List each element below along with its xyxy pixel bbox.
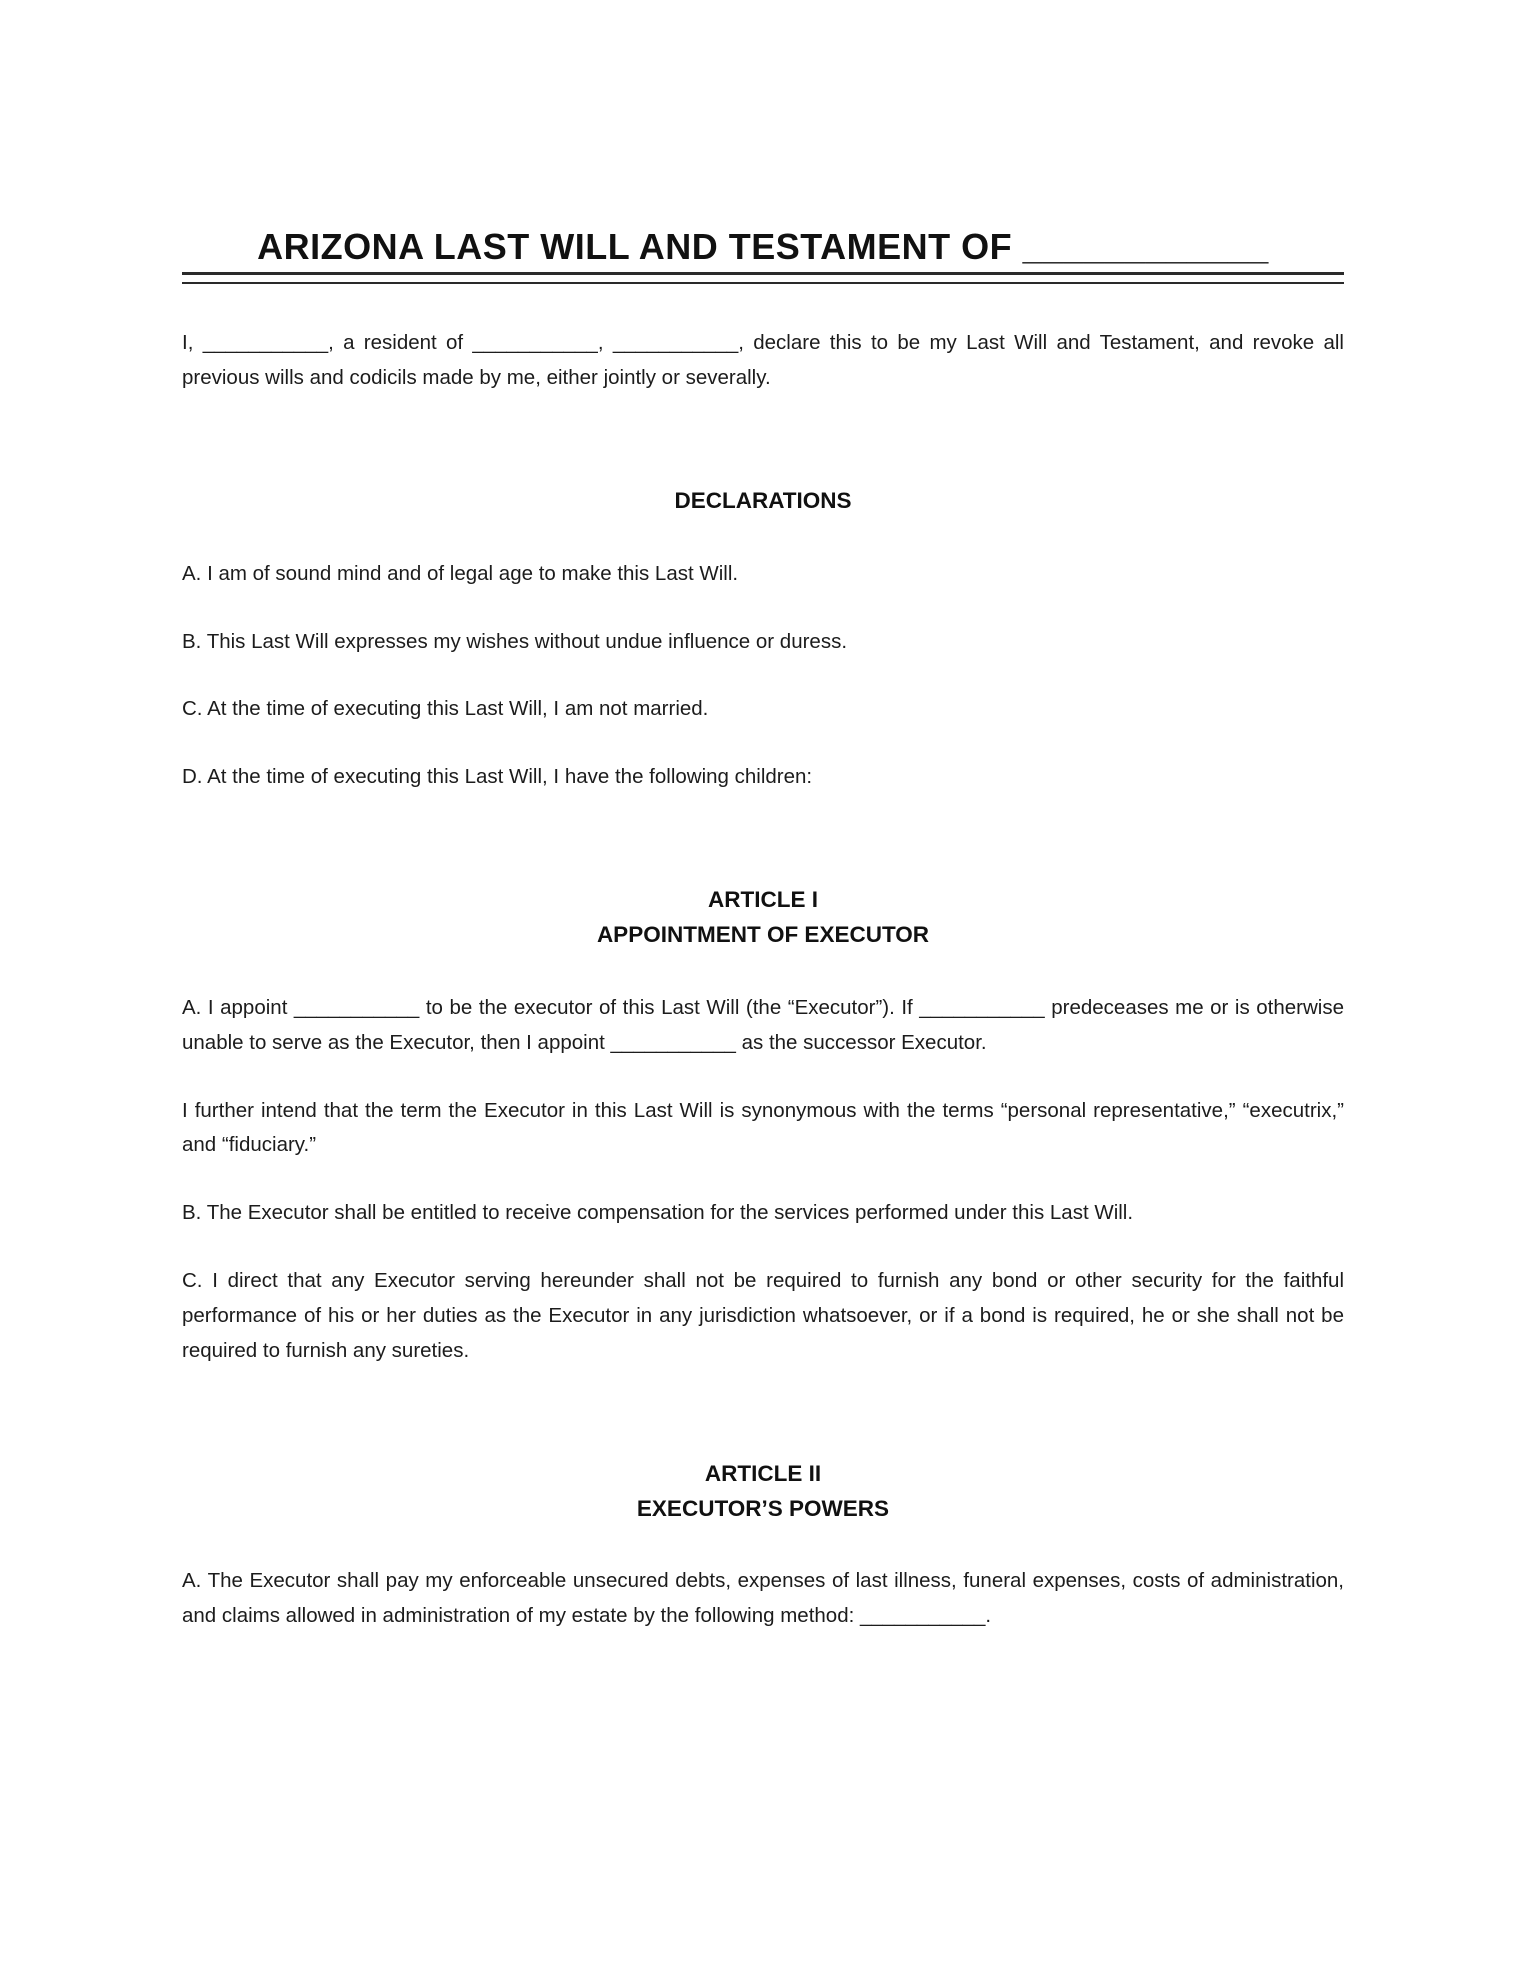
executor-powers-paragraph: A. The Executor shall pay my enforceable unsecured debts, expenses of last illness, funeral expenses, costs of administration, and claims allowed in administration of my estate by the following method: ___________. xyxy=(182,1569,1344,1628)
declaration-item-c: C. At the time of executing this Last Will, I am not married. xyxy=(182,697,709,721)
section-heading-declarations: DECLARATIONS xyxy=(674,487,852,513)
section-heading-article-2 xyxy=(182,1457,1344,1527)
article-1-heading-line-2: APPOINTMENT OF EXECUTOR xyxy=(596,922,930,947)
executor-terms-paragraph: I further intend that the term the Executor in this Last Will is synonymous with the terms “personal representative,” “executrix,” and “fiduciary.” xyxy=(182,1098,1344,1157)
declaration-item-a: A. I am of sound mind and of legal age to make this Last Will. xyxy=(182,561,739,585)
executor-compensation-paragraph: B. The Executor shall be entitled to receive compensation for the services performed under this Last Will. xyxy=(182,1201,1134,1225)
section-heading-article-1 xyxy=(182,883,1344,953)
title-divider xyxy=(182,272,1344,284)
document-title: ARIZONA LAST WILL AND TESTAMENT OF ____________ xyxy=(257,226,1269,267)
declaration-item-b: B. This Last Will expresses my wishes without undue influence or duress. xyxy=(182,629,848,653)
article-1-heading-line-1: ARTICLE I xyxy=(708,887,818,913)
intro-paragraph: I, ___________, a resident of ___________, ___________, declare this to be my Last Will and Testament, and revoke all previous wills and codicils made by me, either jointly or severally. xyxy=(182,331,1344,390)
article-2-heading-line-1: ARTICLE II xyxy=(704,1460,822,1486)
executor-bond-paragraph: C. I direct that any Executor serving hereunder shall not be required to furnish any bond or other security for the faithful performance of his or her duties as the Executor in any jurisdiction whatsoever, or if a bond is required, he or she shall not be required to furnish any sureties. xyxy=(182,1269,1344,1362)
declaration-item-d: D. At the time of executing this Last Will, I have the following children: xyxy=(182,765,813,789)
article-2-heading-line-2: EXECUTOR’S POWERS xyxy=(636,1495,890,1521)
executor-appointment-paragraph: A. I appoint ___________ to be the executor of this Last Will (the “Executor”). If ___________ predeceases me or is otherwise unable to serve as the Executor, then I appoint ___________ as the successor Executor. xyxy=(182,995,1344,1054)
